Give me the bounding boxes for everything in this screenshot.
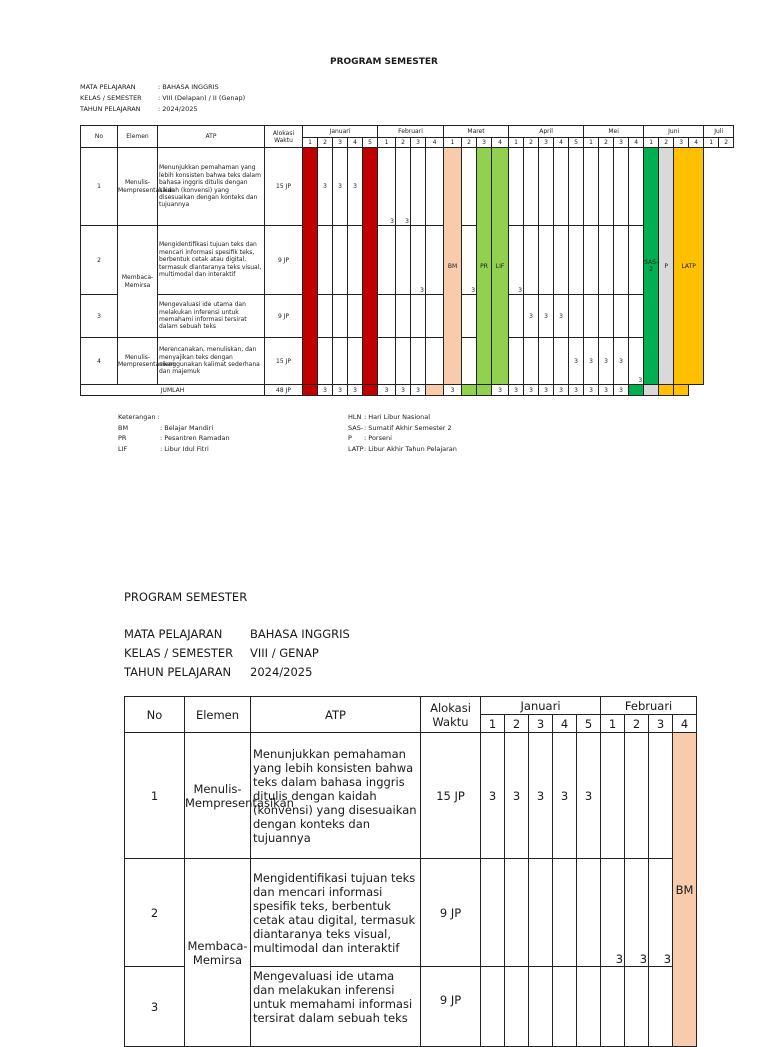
week-cell: 1	[509, 138, 524, 148]
header-elemen: Elemen	[118, 126, 158, 148]
week-cell: 1	[378, 138, 396, 148]
sum-cell: 3	[569, 385, 584, 396]
week-cell: 3	[333, 138, 348, 148]
row-alokasi: 15 JP	[265, 338, 303, 385]
week-cell: 3	[539, 138, 554, 148]
legend-left	[118, 412, 230, 454]
sum-cell: 3	[444, 385, 462, 396]
week-cell: 1	[601, 715, 625, 733]
header-atp: ATP	[158, 126, 265, 148]
jp-cell: 3	[462, 226, 477, 295]
jp-cell: 3	[649, 859, 673, 967]
zoom-month-januari: Januari	[481, 697, 601, 715]
week-cell: 1	[644, 138, 659, 148]
jp-cell: 3	[569, 338, 584, 385]
week-cell: 2	[625, 715, 649, 733]
row-atp: Mengidentifikasi tujuan teks dan mencari informasi spesifik teks, berbentuk cetak atau digital, termasuk diantaranya teks visual, multimodal dan interaktif	[158, 226, 265, 295]
jp-cell: 3	[553, 733, 577, 859]
lif-column: LIF	[492, 148, 509, 385]
zoom-table	[124, 696, 697, 1047]
sum-cell: 3	[554, 385, 569, 396]
legend-item: PR : Pesantren Ramadan	[118, 434, 230, 442]
zoom-meta-row: KELAS / SEMESTER VIII / GENAP	[124, 646, 319, 660]
jp-cell: 3	[509, 226, 524, 295]
row-no: 3	[125, 967, 185, 1047]
row-no: 1	[81, 148, 118, 226]
week-cell: 4	[673, 715, 697, 733]
week-cell: 1	[481, 715, 505, 733]
row-no: 2	[81, 226, 118, 295]
jp-cell: 3	[599, 338, 614, 385]
month-april: April	[509, 126, 584, 138]
jp-cell: 3	[554, 295, 569, 338]
week-cell: 1	[303, 138, 318, 148]
legend-item: HLN : Hari Libur Nasional	[348, 413, 431, 421]
row-atp: Menunjukkan pemahaman yang lebih konsisten bahwa teks dalam bahasa inggris ditulis dengan kaidah (konvensi) yang disesuaikan dengan konteks dan tujuannya	[251, 733, 421, 859]
semester-table	[80, 125, 734, 396]
week-cell: 2	[659, 138, 674, 148]
zoom-preview	[0, 560, 768, 1024]
sum-cell: 3	[318, 385, 333, 396]
week-cell: 5	[577, 715, 601, 733]
zoom-row	[125, 733, 697, 859]
jp-cell: 3	[529, 733, 553, 859]
month-januari: Januari	[303, 126, 378, 138]
row-elemen: Membaca-Memirsa	[118, 226, 158, 338]
week-cell: 3	[411, 138, 426, 148]
meta-row-class: KELAS / SEMESTER : VIII (Delapan) / II (Genap)	[80, 94, 246, 102]
jp-cell: 3	[577, 733, 601, 859]
zoom-title: PROGRAM SEMESTER	[124, 590, 248, 604]
sum-cell: 3	[411, 385, 426, 396]
week-cell: 2	[505, 715, 529, 733]
jp-cell: 3	[396, 148, 411, 226]
row-atp: Mengidentifikasi tujuan teks dan mencari informasi spesifik teks, berbentuk cetak atau digital, termasuk diantaranya teks visual, multimodal dan interaktif	[251, 859, 421, 967]
sum-cell: 3	[333, 385, 348, 396]
row-atp: Mengevaluasi ide utama dan melakukan inferensi untuk memahami informasi tersirat dalam sebuah teks	[158, 295, 265, 338]
row-alokasi: 15 JP	[421, 733, 481, 859]
row-no: 2	[125, 859, 185, 967]
month-februari: Februari	[378, 126, 444, 138]
week-cell: 4	[689, 138, 704, 148]
sum-cell: 3	[348, 385, 363, 396]
jp-cell: 3	[318, 148, 333, 226]
week-cell: 2	[599, 138, 614, 148]
month-maret: Maret	[444, 126, 509, 138]
week-cell: 4	[554, 138, 569, 148]
jumlah-row	[81, 385, 734, 396]
header-row-months	[81, 126, 734, 138]
week-cell: 2	[462, 138, 477, 148]
week-cell: 3	[614, 138, 629, 148]
meta-block	[80, 82, 245, 115]
jp-cell: 3	[584, 338, 599, 385]
pr-column: PR	[477, 148, 492, 385]
hln-column-2: HLN	[363, 148, 378, 385]
zoom-header-alokasi: Alokasi Waktu	[421, 697, 481, 733]
month-mei: Mei	[584, 126, 644, 138]
sas-column: SAS-2	[644, 148, 659, 385]
table-row	[81, 148, 734, 226]
sum-cell: 3	[492, 385, 509, 396]
header-no: No	[81, 126, 118, 148]
week-cell: 3	[649, 715, 673, 733]
week-cell: 4	[553, 715, 577, 733]
week-cell: 2	[719, 138, 734, 148]
week-cell: 4	[492, 138, 509, 148]
sum-cell: 3	[378, 385, 396, 396]
page-title: PROGRAM SEMESTER	[330, 57, 438, 67]
zoom-header-elemen: Elemen	[185, 697, 251, 733]
jumlah-value: 48 JP	[265, 385, 303, 396]
week-cell: 2	[396, 138, 411, 148]
table-row	[81, 226, 734, 295]
legend-title: Keterangan :	[118, 413, 160, 421]
row-alokasi: 9 JP	[421, 967, 481, 1047]
sum-cell: 3	[509, 385, 524, 396]
zoom-meta-row: TAHUN PELAJARAN 2024/2025	[124, 665, 313, 679]
jp-cell: 3	[539, 295, 554, 338]
table-row	[81, 338, 734, 385]
row-atp: Mengevaluasi ide utama dan melakukan inferensi untuk memahami informasi tersirat dalam sebuah teks	[251, 967, 421, 1047]
week-cell: 3	[477, 138, 492, 148]
jp-cell: 3	[601, 859, 625, 967]
sum-cell: 3	[584, 385, 599, 396]
row-no: 4	[81, 338, 118, 385]
zoom-header-atp: ATP	[251, 697, 421, 733]
week-cell: 4	[348, 138, 363, 148]
jumlah-label: JUMLAH	[81, 385, 265, 396]
row-alokasi: 9 JP	[421, 859, 481, 967]
row-elemen: Menulis-Mempresentasikan	[118, 148, 158, 226]
week-cell: 5	[363, 138, 378, 148]
meta-row-year: TAHUN PELAJARAN : 2024/2025	[80, 105, 198, 113]
jp-cell: 3	[524, 295, 539, 338]
zoom-header-row	[125, 697, 697, 715]
latp-column: LATP	[674, 148, 704, 385]
legend-item: LIF : Libur Idul Fitri	[118, 444, 209, 453]
zoom-month-februari: Februari	[601, 697, 697, 715]
sum-cell: 3	[599, 385, 614, 396]
zoom-meta	[124, 625, 350, 682]
legend-item: BM : Belajar Mandiri	[118, 423, 214, 432]
week-cell: 1	[584, 138, 599, 148]
p-column: P	[659, 148, 674, 385]
row-atp: Menunjukkan pemahaman yang lebih konsisten bahwa teks dalam bahasa inggris ditulis dengan kaidah (konvensi) yang disesuaikan dengan konteks dan tujuannya	[158, 148, 265, 226]
meta-row-subject: MATA PELAJARAN : BAHASA INGGRIS	[80, 83, 219, 91]
legend-item: P : Porseni	[348, 434, 392, 442]
jp-cell: 3	[481, 733, 505, 859]
week-cell: 4	[426, 138, 444, 148]
row-no: 3	[81, 295, 118, 338]
jp-cell: 3	[333, 148, 348, 226]
jp-cell: 3	[411, 226, 426, 295]
row-alokasi: 9 JP	[265, 226, 303, 295]
month-juni: Juni	[644, 126, 704, 138]
week-cell: 2	[524, 138, 539, 148]
week-cell: 5	[569, 138, 584, 148]
row-elemen: Membaca-Memirsa	[185, 859, 251, 1047]
legend-item: SAS-: Sumatif Akhir Semester 2	[348, 423, 452, 432]
row-atp: Merencanakan, menuliskan, dan menyajikan teks dengan menggunakan kalimat sederhana dan majemuk	[158, 338, 265, 385]
month-juli: Juli	[704, 126, 734, 138]
row-elemen: Menulis-Mempresentasikan	[185, 733, 251, 859]
bm-column: BM	[444, 148, 462, 385]
hln-column-1: HLN	[303, 148, 318, 385]
zoom-bm-column: BM	[673, 733, 697, 1047]
week-cell: 1	[444, 138, 462, 148]
week-cell: 3	[674, 138, 689, 148]
row-no: 1	[125, 733, 185, 859]
sum-cell: 3	[524, 385, 539, 396]
sum-cell: 3	[396, 385, 411, 396]
row-elemen: Menulis-Mempresentasikan	[118, 338, 158, 385]
zoom-row	[125, 859, 697, 967]
legend-right	[348, 412, 457, 454]
week-cell: 2	[318, 138, 333, 148]
week-cell: 1	[704, 138, 719, 148]
jp-cell: 3	[625, 859, 649, 967]
table-row	[81, 295, 734, 338]
jp-cell: 3	[614, 338, 629, 385]
header-alokasi: Alokasi Waktu	[265, 126, 303, 148]
week-cell: 3	[529, 715, 553, 733]
jp-cell: 3	[629, 338, 644, 385]
row-alokasi: 15 JP	[265, 148, 303, 226]
sum-cell: 3	[614, 385, 629, 396]
week-cell: 4	[629, 138, 644, 148]
jp-cell: 3	[378, 148, 396, 226]
zoom-header-no: No	[125, 697, 185, 733]
zoom-meta-row: MATA PELAJARAN BAHASA INGGRIS	[124, 627, 350, 641]
sum-cell: 3	[539, 385, 554, 396]
row-alokasi: 9 JP	[265, 295, 303, 338]
jp-cell: 3	[348, 148, 363, 226]
jp-cell: 3	[505, 733, 529, 859]
legend-item: LATP: Libur Akhir Tahun Pelajaran	[348, 444, 457, 453]
